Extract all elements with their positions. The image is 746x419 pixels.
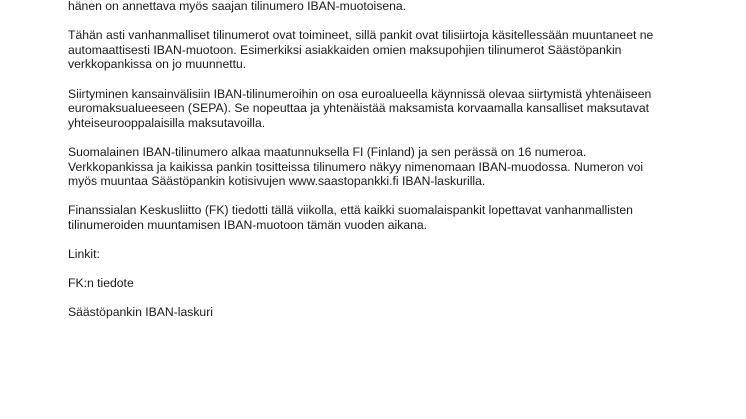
paragraph-recipient-iban bbox=[68, 0, 708, 14]
paragraph-finnish-iban bbox=[68, 145, 708, 189]
article-body bbox=[68, 0, 708, 335]
text-line: verkkopankissa on jo muunnettu. bbox=[68, 57, 247, 72]
paragraph-fk-announcement bbox=[68, 203, 708, 232]
text-line: euromaksualueeseen (SEPA). Se nopeuttaa ja yhtenäistää maksamista korvaamalla kansalliset maksutavat bbox=[68, 101, 650, 116]
paragraph-legacy-accounts bbox=[68, 28, 708, 72]
link-iban-calculator[interactable] bbox=[68, 305, 708, 320]
text-line: Verkkopankissa ja kaikissa pankin tositteissa tilinumero näkyy nimenomaan IBAN-muodossa. Numeron voi bbox=[68, 159, 644, 174]
text-line: hänen on annettava myös saajan tilinumero IBAN-muotoisena. bbox=[68, 0, 407, 13]
text-line: Finanssialan Keskusliitto (FK) tiedotti tällä viikolla, että kaikki suomalaispankit lopettavat vanhanmallisten bbox=[68, 203, 633, 218]
text-line: Tähän asti vanhanmalliset tilinumerot ovat toimineet, sillä pankit ovat tilisiirtoja käsitellessään muuntaneet ne bbox=[68, 28, 654, 43]
text-line: yhteiseurooppalaisilla maksutavoilla. bbox=[68, 115, 266, 130]
link-iban-calculator-label[interactable]: Säästöpankin IBAN-laskuri bbox=[68, 305, 213, 320]
text-line: Siirtyminen kansainvälisiin IBAN-tilinumeroihin on osa euroalueella käynnissä olevaa siirtymistä yhtenäiseen bbox=[68, 86, 652, 101]
text-line: tilinumeroiden muuntamisen IBAN-muotoon tämän vuoden aikana. bbox=[68, 217, 428, 232]
paragraph-sepa bbox=[68, 87, 708, 131]
links-heading: Linkit: bbox=[68, 247, 100, 262]
text-line: automaattisesti IBAN-muotoon. Esimerkiksi asiakkaiden omien maksupohjien tilinumerot Säästöpankin bbox=[68, 42, 622, 57]
link-fk-press-release-label[interactable]: FK:n tiedote bbox=[68, 276, 134, 291]
link-fk-press-release[interactable] bbox=[68, 276, 708, 291]
text-line: Suomalainen IBAN-tilinumero alkaa maatunnuksella FI (Finland) ja sen perässä on 16 numeroa. bbox=[68, 144, 587, 159]
text-line: myös muuntaa Säästöpankin kotisivujen www.saastopankki.fi IBAN-laskurilla. bbox=[68, 174, 486, 189]
